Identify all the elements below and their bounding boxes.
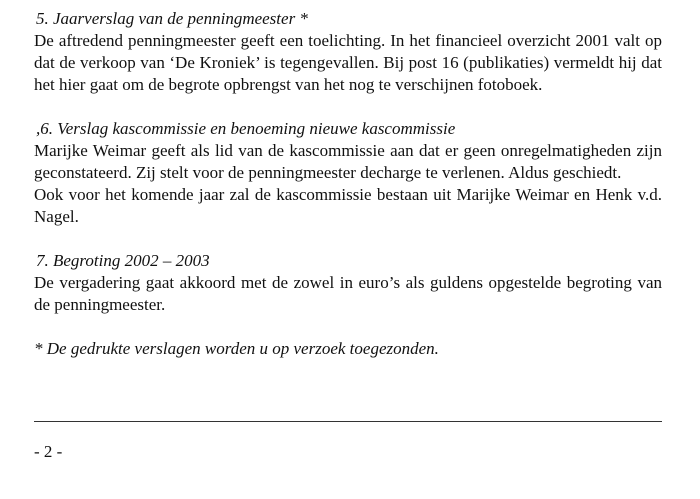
footer-divider (34, 421, 662, 422)
section-jaarverslag (34, 8, 662, 96)
page-number: - 2 - (34, 442, 63, 461)
section-heading: 7. Begroting 2002 – 2003 (36, 251, 210, 270)
section-paragraph: De aftredend penningmeester geeft een toelichting. In het financieel overzicht 2001 valt op dat de verkoop van ‘De Kroniek’ is tegengevallen. Bij post 16 (publikaties) vermeldt hij dat het hier gaat om de begrote opbrengst van het nog te verschijnen fotoboek. (34, 31, 662, 94)
footnote: * De gedrukte verslagen worden u op verzoek toegezonden. (34, 339, 439, 358)
section-heading: ,6. Verslag kascommissie en benoeming nieuwe kascommissie (36, 119, 456, 138)
section-paragraph: Ook voor het komende jaar zal de kascommissie bestaan uit Marijke Weimar en Henk v.d. Nagel. (34, 185, 662, 226)
section-heading: 5. Jaarverslag van de penningmeester * (36, 9, 308, 28)
section-kascommissie (34, 118, 662, 228)
section-paragraph: Marijke Weimar geeft als lid van de kascommissie aan dat er geen onregelmatigheden zijn geconstateerd. Zij stelt voor de penningmeester decharge te verlenen. Aldus geschiedt. (34, 141, 662, 182)
section-paragraph: De vergadering gaat akkoord met de zowel in euro’s als guldens opgestelde begroting van de penningmeester. (34, 273, 662, 314)
document-body (34, 8, 662, 360)
section-begroting (34, 250, 662, 316)
